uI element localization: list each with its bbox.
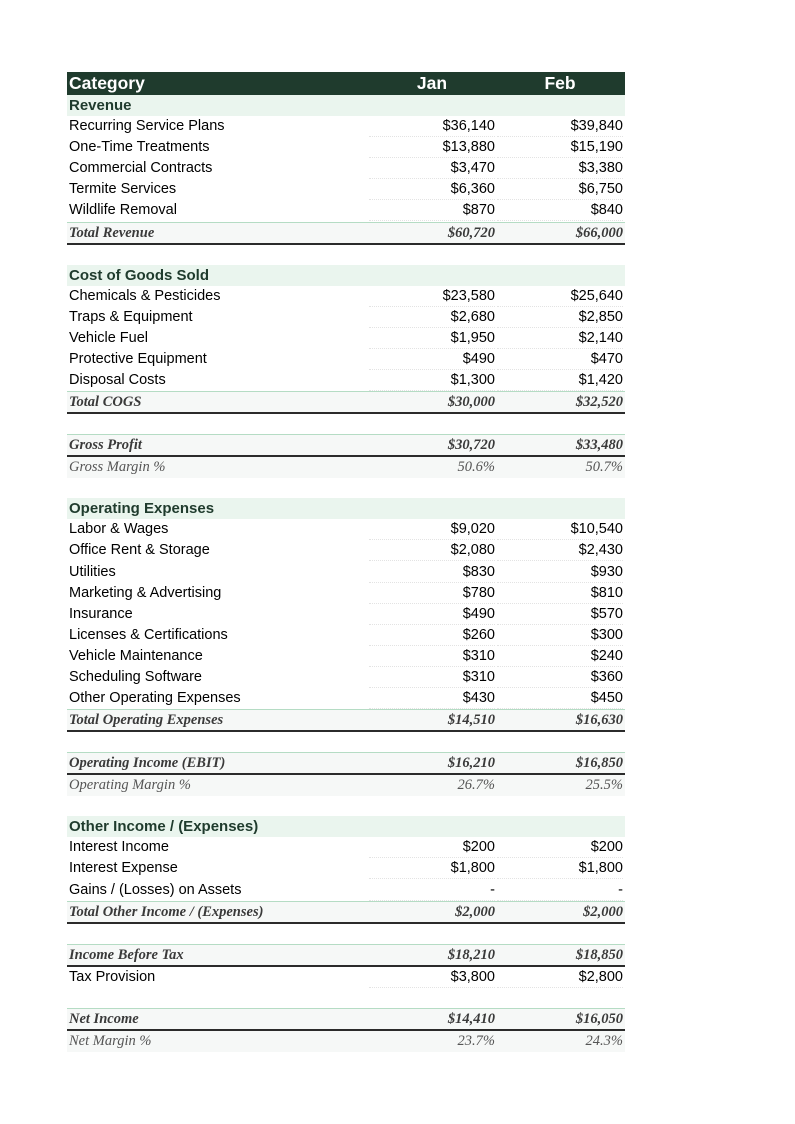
row-label: Scheduling Software <box>69 668 202 685</box>
spacer <box>67 414 625 434</box>
total-other-row <box>67 901 625 924</box>
jan-value: $1,800 <box>369 858 495 879</box>
jan-value: $780 <box>369 583 495 604</box>
feb-value: $360 <box>497 667 623 688</box>
table-row <box>67 688 625 709</box>
jan-value: $60,720 <box>447 224 495 241</box>
jan-value: $310 <box>369 667 495 688</box>
section-title: Revenue <box>69 97 132 114</box>
jan-value: $14,510 <box>447 712 495 729</box>
table-row <box>67 880 625 901</box>
jan-value: $1,950 <box>369 328 495 349</box>
jan-value: $3,470 <box>369 158 495 179</box>
table-row <box>67 137 625 158</box>
row-label: Traps & Equipment <box>69 308 193 325</box>
feb-value: $2,430 <box>497 540 623 561</box>
row-label: Net Income <box>69 1010 139 1027</box>
row-label: Total Revenue <box>69 224 155 241</box>
net-income-row <box>67 1008 625 1031</box>
row-label: Disposal Costs <box>69 372 166 389</box>
row-label: Tax Provision <box>69 968 156 985</box>
spacer <box>67 988 625 1008</box>
row-label: Other Operating Expenses <box>69 690 241 707</box>
feb-value: $16,630 <box>575 712 623 729</box>
jan-value: $2,680 <box>369 307 495 328</box>
table-row <box>67 858 625 879</box>
row-label: Chemicals & Pesticides <box>69 287 221 304</box>
row-label: Interest Income <box>69 839 169 856</box>
row-label: Vehicle Maintenance <box>69 647 203 664</box>
feb-value: $810 <box>497 583 623 604</box>
operating-margin-row <box>67 775 625 796</box>
table-row <box>67 667 625 688</box>
table-row <box>67 349 625 370</box>
section-title: Cost of Goods Sold <box>69 266 209 284</box>
spacer <box>67 924 625 944</box>
row-label: Office Rent & Storage <box>69 542 210 559</box>
jan-value: $430 <box>369 688 495 709</box>
feb-value: $6,750 <box>497 179 623 200</box>
income-before-tax-row <box>67 944 625 967</box>
jan-value: $2,080 <box>369 540 495 561</box>
feb-value: $1,420 <box>497 370 623 391</box>
jan-value: $16,210 <box>447 755 495 772</box>
spacer <box>67 245 625 265</box>
feb-value: $33,480 <box>575 437 623 454</box>
row-label: Gross Margin % <box>69 459 166 476</box>
row-label: Utilities <box>69 563 116 580</box>
jan-value: - <box>369 880 495 901</box>
feb-value: $3,380 <box>497 158 623 179</box>
table-row <box>67 837 625 858</box>
operating-income-row <box>67 752 625 775</box>
feb-value: 24.3% <box>585 1032 623 1049</box>
row-label: Total Operating Expenses <box>69 712 224 729</box>
feb-value: $450 <box>497 688 623 709</box>
row-label: Income Before Tax <box>69 946 184 963</box>
total-revenue-row <box>67 222 625 245</box>
feb-value: $16,850 <box>575 755 623 772</box>
row-label: Insurance <box>69 605 133 622</box>
feb-value: $470 <box>497 349 623 370</box>
table-row <box>67 625 625 646</box>
row-label: Total COGS <box>69 394 142 411</box>
row-label: Wildlife Removal <box>69 202 177 219</box>
feb-value: $16,050 <box>575 1010 623 1027</box>
row-label: Gross Profit <box>69 437 142 454</box>
category-column-header: Category <box>69 73 145 93</box>
table-row <box>67 583 625 604</box>
jan-value: 26.7% <box>457 777 495 794</box>
table-row <box>67 328 625 349</box>
row-label: Recurring Service Plans <box>69 118 225 135</box>
feb-value: $840 <box>497 200 623 221</box>
row-label: Operating Income (EBIT) <box>69 755 226 772</box>
jan-value: $260 <box>369 625 495 646</box>
jan-value: $200 <box>369 837 495 858</box>
feb-value: - <box>497 880 623 901</box>
row-label: Total Other Income / (Expenses) <box>69 903 264 920</box>
feb-value: $300 <box>497 625 623 646</box>
jan-value: $30,720 <box>447 437 495 454</box>
row-label: Marketing & Advertising <box>69 584 222 601</box>
income-statement-table <box>67 72 625 1052</box>
jan-value: 23.7% <box>457 1032 495 1049</box>
row-label: Net Margin % <box>69 1032 152 1049</box>
feb-value: 25.5% <box>585 777 623 794</box>
table-row <box>67 200 625 221</box>
table-header-row <box>67 72 625 95</box>
jan-value: $490 <box>369 349 495 370</box>
feb-value: $240 <box>497 646 623 667</box>
section-header-revenue <box>67 95 625 116</box>
feb-value: $2,000 <box>583 903 623 920</box>
table-row <box>67 116 625 137</box>
table-row <box>67 370 625 391</box>
jan-value: $3,800 <box>369 967 495 988</box>
row-label: Labor & Wages <box>69 521 169 538</box>
table-row <box>67 179 625 200</box>
jan-value: $1,300 <box>369 370 495 391</box>
feb-value: $32,520 <box>575 394 623 411</box>
feb-value: $930 <box>497 562 623 583</box>
section-header-other <box>67 816 625 837</box>
feb-value: 50.7% <box>585 459 623 476</box>
feb-value: $25,640 <box>497 286 623 307</box>
jan-value: 50.6% <box>457 459 495 476</box>
feb-column-header: Feb <box>544 73 576 93</box>
jan-value: $18,210 <box>447 946 495 963</box>
feb-value: $570 <box>497 604 623 625</box>
row-label: Gains / (Losses) on Assets <box>69 881 242 898</box>
table-row <box>67 519 625 540</box>
total-cogs-row <box>67 391 625 414</box>
row-label: Operating Margin % <box>69 777 191 794</box>
feb-value: $39,840 <box>497 116 623 137</box>
jan-value: $30,000 <box>447 394 495 411</box>
jan-value: $9,020 <box>369 519 495 540</box>
section-title: Operating Expenses <box>69 500 215 518</box>
table-row <box>67 540 625 561</box>
jan-value: $14,410 <box>447 1010 495 1027</box>
row-label: Protective Equipment <box>69 350 207 367</box>
jan-value: $310 <box>369 646 495 667</box>
row-label: Interest Expense <box>69 860 178 877</box>
feb-value: $200 <box>497 837 623 858</box>
spacer <box>67 732 625 752</box>
section-header-opex <box>67 498 625 519</box>
spacer <box>67 478 625 498</box>
jan-value: $13,880 <box>369 137 495 158</box>
jan-value: $490 <box>369 604 495 625</box>
spacer <box>67 796 625 816</box>
table-row <box>67 286 625 307</box>
table-row <box>67 158 625 179</box>
jan-value: $23,580 <box>369 286 495 307</box>
jan-value: $6,360 <box>369 179 495 200</box>
row-label: Licenses & Certifications <box>69 626 228 643</box>
table-row <box>67 604 625 625</box>
feb-value: $10,540 <box>497 519 623 540</box>
feb-value: $2,800 <box>497 967 623 988</box>
table-row <box>67 562 625 583</box>
jan-value: $830 <box>369 562 495 583</box>
feb-value: $2,850 <box>497 307 623 328</box>
row-label: Termite Services <box>69 181 177 198</box>
jan-column-header: Jan <box>416 73 448 93</box>
total-opex-row <box>67 709 625 732</box>
table-row <box>67 307 625 328</box>
feb-value: $15,190 <box>497 137 623 158</box>
jan-value: $36,140 <box>369 116 495 137</box>
row-label: Vehicle Fuel <box>69 329 148 346</box>
tax-provision-row <box>67 967 625 988</box>
row-label: One-Time Treatments <box>69 139 210 156</box>
jan-value: $870 <box>369 200 495 221</box>
table-row <box>67 646 625 667</box>
gross-margin-row <box>67 457 625 478</box>
feb-value: $1,800 <box>497 858 623 879</box>
feb-value: $18,850 <box>575 946 623 963</box>
gross-profit-row <box>67 434 625 457</box>
net-margin-row <box>67 1031 625 1052</box>
feb-value: $66,000 <box>575 224 623 241</box>
section-title: Other Income / (Expenses) <box>69 818 259 836</box>
row-label: Commercial Contracts <box>69 160 213 177</box>
jan-value: $2,000 <box>455 903 495 920</box>
section-header-cogs <box>67 265 625 286</box>
feb-value: $2,140 <box>497 328 623 349</box>
